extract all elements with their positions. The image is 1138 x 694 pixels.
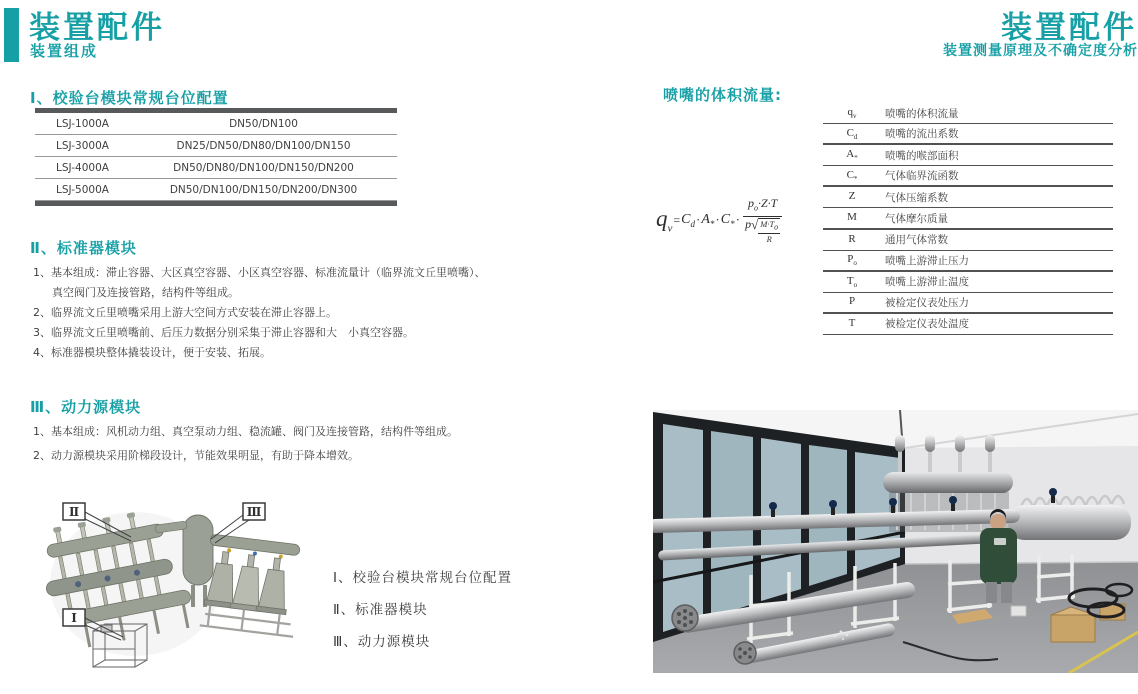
symbol-row	[823, 166, 1113, 187]
power-module-list	[33, 420, 573, 468]
symbol-description: 气体临界流函数	[885, 170, 959, 183]
symbol-description: 喷嘴的喉部面积	[885, 149, 959, 162]
list-item: 2、临界流文丘里喷嘴采用上游大空间方式安装在滞止容器上。	[33, 306, 337, 319]
table-row	[35, 157, 397, 179]
list-item: 1、基本组成：滞止容器、大区真空容器、小区真空容器、标准流量计（临界流文丘里喷嘴）、	[33, 266, 486, 279]
right-page-title: 装置配件	[1001, 10, 1137, 46]
table-row	[35, 135, 397, 157]
symbol-description: 喷嘴的体积流量	[885, 107, 959, 120]
symbol-row	[823, 272, 1113, 293]
symbol-row	[823, 251, 1113, 272]
sizes-cell: DN50/DN100	[229, 117, 298, 130]
volume-flow-formula	[656, 196, 782, 244]
diagram-label-3: Ⅲ	[246, 505, 262, 519]
symbol-row	[823, 103, 1113, 124]
module-diagram	[35, 478, 310, 678]
dot-operator: ·	[715, 212, 720, 228]
symbol-cell: $q_v$	[847, 105, 857, 121]
sizes-cell: DN50/DN100/DN150/DN200/DN300	[169, 183, 358, 196]
symbol-cell: Z	[848, 190, 856, 203]
symbol-row	[823, 208, 1113, 229]
left-page-subtitle: 装置组成	[30, 42, 99, 60]
table-row	[35, 113, 397, 135]
section2-heading: Ⅱ、标准器模块	[30, 239, 137, 257]
lab-photo	[653, 410, 1138, 673]
symbol-row	[823, 230, 1113, 251]
symbol-description: 被检定仪表处温度	[885, 318, 969, 331]
dot-operator: ·	[696, 212, 701, 228]
symbol-description: 喷嘴上游滞止压力	[885, 254, 969, 267]
table-bottom-bar	[35, 201, 397, 206]
legend-item: Ⅲ、动力源模块	[333, 634, 431, 650]
symbol-description: 通用气体常数	[885, 234, 948, 247]
critical-flow-function: $C_*$	[720, 211, 735, 229]
diagram-legend	[333, 562, 512, 658]
section1-heading: Ⅰ、校验台模块常规台位配置	[30, 89, 229, 107]
model-cell: LSJ-4000A	[56, 161, 109, 174]
symbol-cell: $A_*$	[846, 148, 858, 163]
model-cell: LSJ-5000A	[56, 183, 109, 196]
legend-item: Ⅰ、校验台模块常规台位配置	[333, 570, 512, 586]
symbol-cell: P	[848, 295, 856, 308]
symbol-table	[823, 103, 1113, 335]
symbol-row	[823, 145, 1113, 166]
formula-fraction	[743, 196, 782, 244]
right-page-subtitle: 装置测量原理及不确定度分析	[943, 43, 1138, 59]
flow-heading: 喷嘴的体积流量:	[663, 86, 782, 104]
standard-module-list	[33, 263, 573, 363]
fraction-numerator: $p_o\cdot Z\cdot T$	[743, 196, 782, 217]
list-item: 3、临界流文丘里喷嘴前、后压力数据分别采集于滞止容器和大 小真空容器。	[33, 326, 414, 339]
dot-operator: ·	[735, 212, 740, 228]
power-module-assembly	[200, 534, 305, 637]
section3-heading: Ⅲ、动力源模块	[30, 398, 142, 416]
left-page-title: 装置配件	[29, 10, 165, 46]
table-row	[35, 179, 397, 201]
accent-bar	[4, 8, 19, 62]
symbol-cell: $C_*$	[846, 168, 858, 183]
sizes-cell: DN50/DN80/DN100/DN150/DN200	[173, 161, 354, 174]
list-item: 2、动力源模块采用阶梯段设计，节能效果明显，有助于降本增效。	[33, 449, 359, 462]
square-root: √ $\frac{M\cdot T_o}{R}$	[751, 217, 779, 245]
symbol-row	[823, 293, 1113, 314]
model-cell: LSJ-3000A	[56, 139, 109, 152]
symbol-description: 气体压缩系数	[885, 191, 948, 204]
equals-sign: =	[673, 212, 681, 227]
symbol-description: 喷嘴的流出系数	[885, 128, 959, 141]
model-cell: LSJ-1000A	[56, 117, 109, 130]
diagram-label-2: Ⅱ	[68, 505, 80, 519]
symbol-cell: $C_d$	[846, 126, 858, 141]
list-item: 1、基本组成：风机动力组、真空泵动力组、稳流罐、阀门及连接管路，结构件等组成。	[33, 425, 458, 438]
sizes-cell: DN25/DN50/DN80/DN100/DN150	[176, 139, 351, 152]
list-item: 4、标准器模块整体撬装设计，便于安装、拓展。	[33, 346, 271, 359]
symbol-cell: $P_o$	[847, 253, 857, 268]
symbol-row	[823, 314, 1113, 335]
coefficient-cd: $C_d$	[681, 211, 696, 229]
list-item: 真空阀门及连接管路，结构件等组成。	[52, 286, 239, 299]
config-table	[35, 108, 397, 206]
symbol-description: 气体摩尔质量	[885, 212, 948, 225]
symbol-description: 喷嘴上游滞止温度	[885, 276, 969, 289]
formula-lhs: $q_v$	[656, 205, 673, 235]
diagram-label-1: Ⅰ	[71, 611, 77, 625]
symbol-cell: M	[847, 210, 857, 223]
fraction-denominator: p √ $\frac{M\cdot T_o}{R}$	[745, 217, 779, 245]
symbol-row	[823, 124, 1113, 145]
throat-area: $A_*$	[701, 211, 715, 229]
legend-item: Ⅱ、标准器模块	[333, 602, 428, 618]
symbol-cell: R	[848, 232, 856, 245]
symbol-row	[823, 187, 1113, 208]
symbol-cell: $T_o$	[846, 274, 858, 289]
symbol-cell: T	[848, 316, 856, 329]
symbol-description: 被检定仪表处压力	[885, 296, 969, 309]
